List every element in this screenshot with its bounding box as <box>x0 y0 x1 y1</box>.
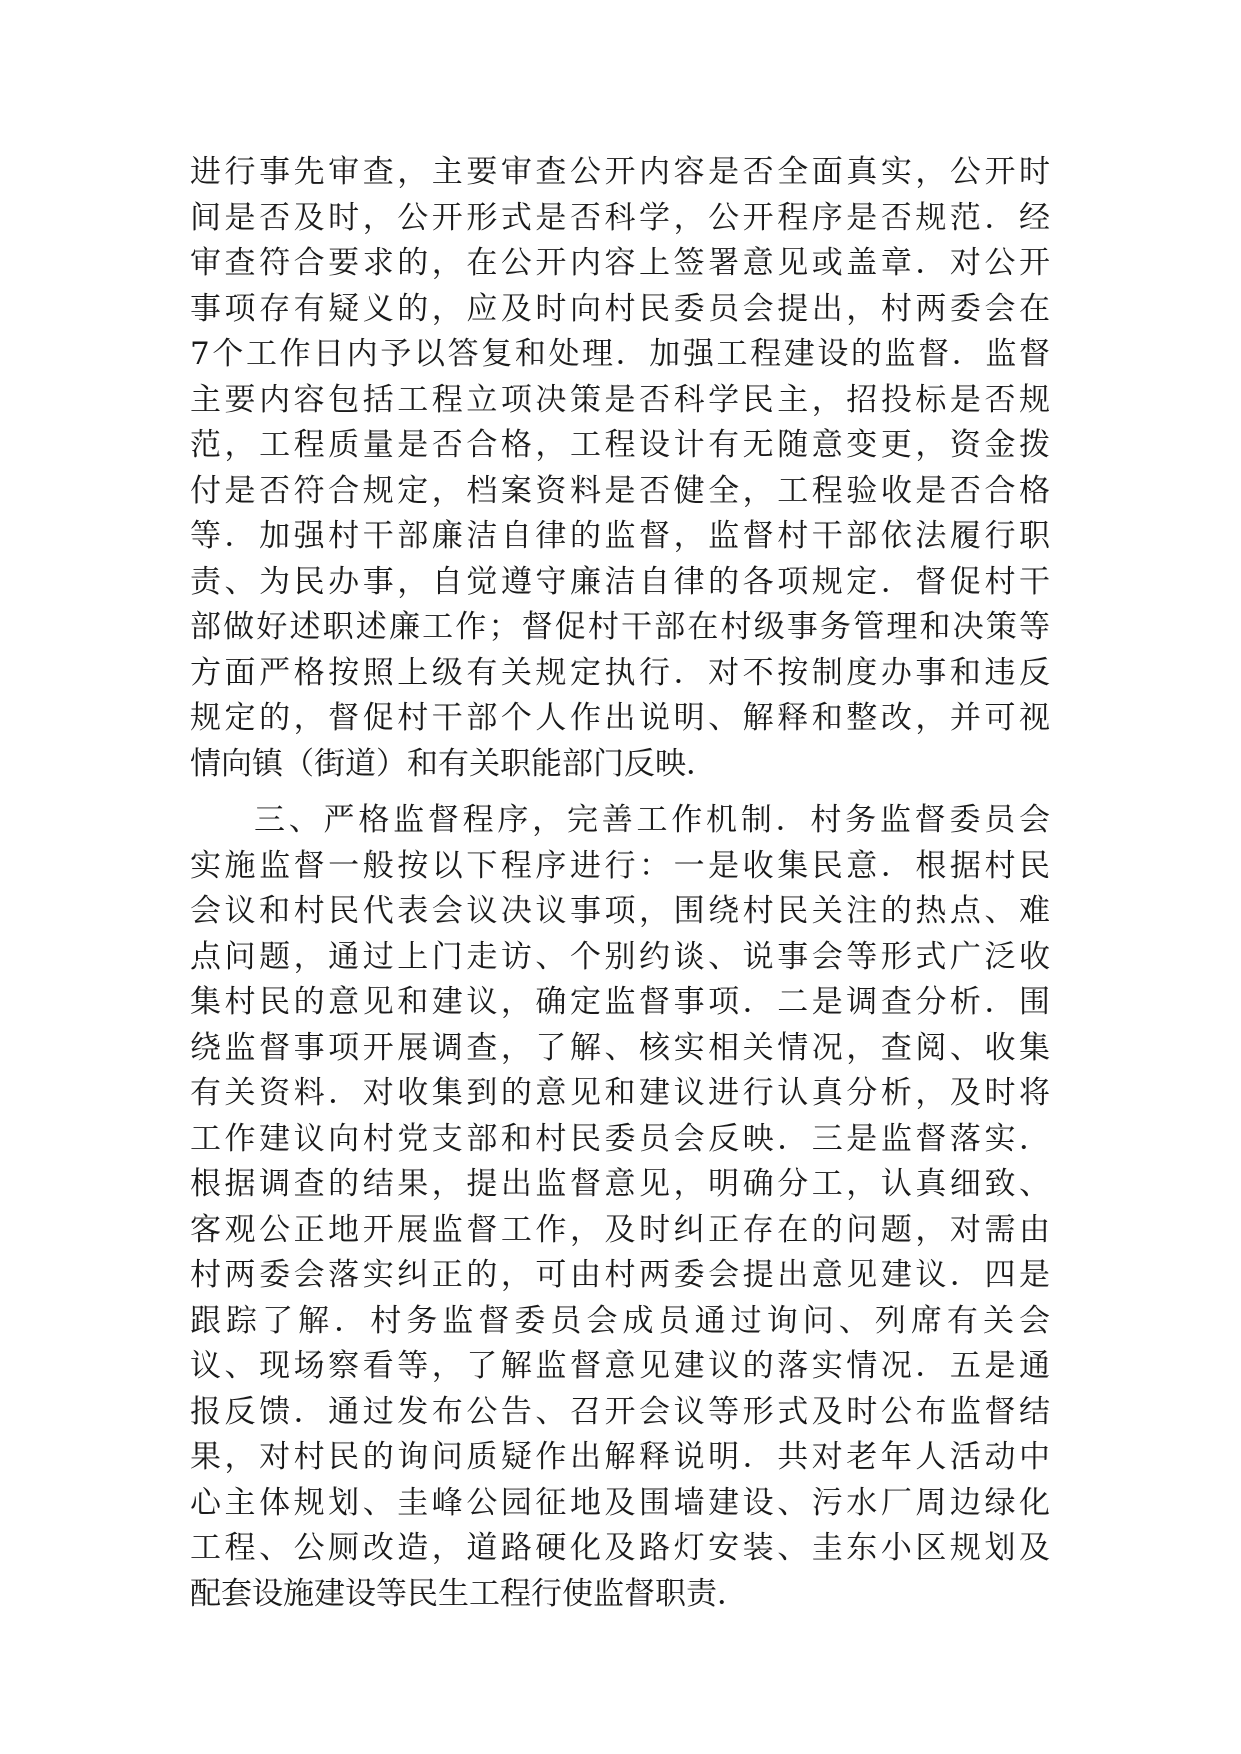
text-line: 情向镇（街道）和有关职能部门反映． <box>190 745 717 782</box>
text-line: 点问题，通过上门走访、个别约谈、说事会等形式广泛收 <box>190 938 1050 975</box>
text-line: 范，工程质量是否合格，工程设计有无随意变更，资金拨 <box>190 427 1050 463</box>
text-line: 跟踪了解．村务监督委员会成员通过询问、列席有关会 <box>190 1302 1050 1339</box>
text-line: 付是否符合规定，档案资料是否健全，工程验收是否合格 <box>190 472 1050 509</box>
paragraph-1 <box>190 150 1050 787</box>
text-line: 村两委会落实纠正的，可由村两委会提出意见建议．四是 <box>190 1257 1050 1293</box>
text-line: 方面严格按照上级有关规定执行．对不按制度办事和违反 <box>190 654 1050 691</box>
text-line: 会议和村民代表会议决议事项，围绕村民关注的热点、难 <box>190 893 1050 929</box>
text-line: 规定的，督促村干部个人作出说明、解释和整改，并可视 <box>190 700 1050 736</box>
text-line: 根据调查的结果，提出监督意见，明确分工，认真细致、 <box>190 1166 1050 1202</box>
text-line: 等．加强村干部廉洁自律的监督，监督村干部依法履行职 <box>190 518 1050 554</box>
text-line: 部做好述职述廉工作；督促村干部在村级事务管理和决策等 <box>190 609 1050 645</box>
text-line: 报反馈．通过发布公告、召开会议等形式及时公布监督结 <box>190 1393 1050 1430</box>
text-line: 实施监督一般按以下程序进行：一是收集民意．根据村民 <box>190 847 1050 884</box>
text-line: 客观公正地开展监督工作，及时纠正存在的问题，对需由 <box>190 1211 1050 1248</box>
text-line: 审查符合要求的，在公开内容上签署意见或盖章．对公开 <box>190 245 1050 281</box>
text-line: 绕监督事项开展调查，了解、核实相关情况，查阅、收集 <box>190 1029 1050 1066</box>
text-line: 7个工作日内予以答复和处理．加强工程建设的监督．监督 <box>190 336 1050 372</box>
text-line: 有关资料．对收集到的意见和建议进行认真分析，及时将 <box>190 1075 1050 1111</box>
text-line: 集村民的意见和建议，确定监督事项．二是调查分析．围 <box>190 984 1050 1020</box>
text-line: 工作建议向村党支部和村民委员会反映．三是监督落实． <box>190 1120 1050 1157</box>
text-line: 事项存有疑义的，应及时向村民委员会提出，村两委会在 <box>190 290 1050 327</box>
text-line: 责、为民办事，自觉遵守廉洁自律的各项规定．督促村干 <box>190 563 1050 600</box>
text-line: 主要内容包括工程立项决策是否科学民主，招投标是否规 <box>190 381 1050 418</box>
text-line: 配套设施建设等民生工程行使监督职责． <box>190 1575 748 1612</box>
text-line: 间是否及时，公开形式是否科学，公开程序是否规范．经 <box>190 199 1050 236</box>
text-line: 议、现场察看等，了解监督意见建议的落实情况．五是通 <box>190 1348 1050 1384</box>
text-line: 果，对村民的询问质疑作出解释说明．共对老年人活动中 <box>190 1439 1050 1475</box>
text-line: 工程、公厕改造，道路硬化及路灯安装、圭东小区规划及 <box>190 1530 1050 1566</box>
text-line: 进行事先审查，主要审查公开内容是否全面真实，公开时 <box>190 154 1050 190</box>
text-line: 三、严格监督程序，完善工作机制．村务监督委员会 <box>254 802 1050 838</box>
text-line: 心主体规划、圭峰公园征地及围墙建设、污水厂周边绿化 <box>190 1484 1050 1521</box>
paragraph-2 <box>190 798 1050 1617</box>
